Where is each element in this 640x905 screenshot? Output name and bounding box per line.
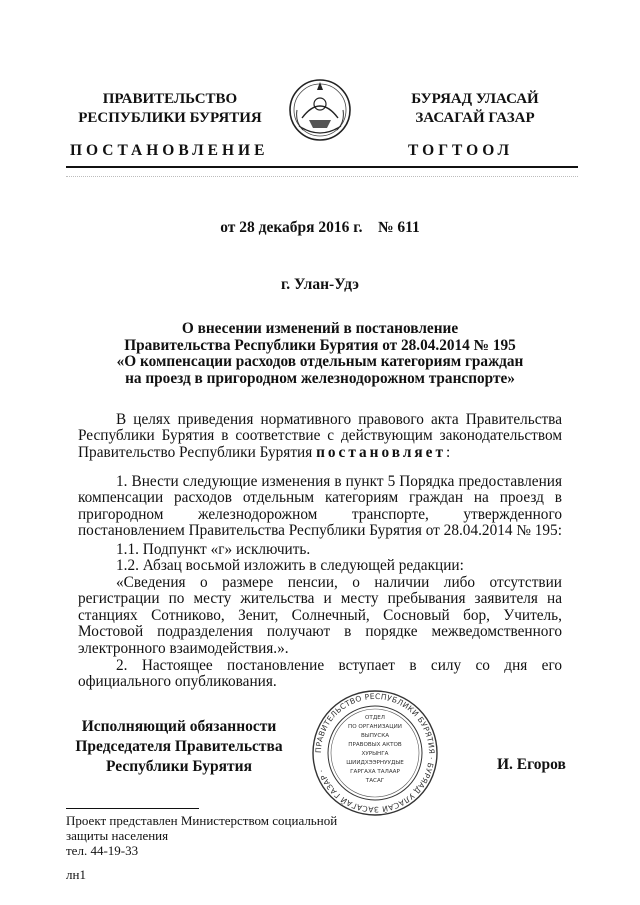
seal-line-4: ПРАВОВЫХ АКТОВ [348,742,402,748]
seal-line-3: ВЫПУСКА [360,733,390,739]
signatory-name: И. Егоров [497,756,566,773]
city: г. Улан-Удэ [280,276,359,293]
coat-of-arms-emblem [287,74,353,144]
title-line-3: «О компенсации расходов отдельным категориям граждан [116,353,524,370]
preamble-decree-word: постановляет [316,443,446,461]
doc-type-left: ПОСТАНОВЛЕНИЕ [70,142,269,159]
title-line-4: на проезд в пригородном железнодорожном транспорте» [125,369,515,387]
seal-line-5: ХУРЫНГА [361,751,389,757]
title-line-2: Правительства Республики Бурятия от 28.04.2014 № 195 [124,336,516,354]
date-number: от 28 декабря 2016 г. № 611 [220,219,420,236]
doc-type-right: ТОГТООЛ [408,142,514,159]
title-line-1: О внесении изменений в постановление [181,320,459,337]
seal-line-6: ШИИДХЭЭРНУУДЫЕ [346,760,404,766]
item-1-paragraph: 1. Внести следующие изменения в пункт 5 Порядка предоставления компенсации расходов отдельным категориям граждан на проезд в пригородном железнодорожном транспорте, утвержденного постановлением Правительства Республики Бурятия от 28.04.2014 № 195: [78,473,562,540]
preamble-colon: : [445,443,451,461]
seal-line-1: ОТДЕЛ [365,715,385,721]
footer-note [66,813,386,882]
seal-line-2: ПО ОРГАНИЗАЦИИ [348,724,402,730]
header-rule [66,166,578,168]
header-right-authority [380,90,570,128]
preamble-text: В целях приведения нормативного правового акта Правительства Республики Бурятия в соответствие с действующим законодательством Правительство Республики Бурятия [78,411,562,461]
footer-line-1: Проект представлен Министерством социальной [66,813,338,828]
footer-line-2: защиты населения [66,828,169,843]
item-1-2-paragraph: 1.2. Абзац восьмой изложить в следующей редакции: [116,557,464,574]
position-line-3: Республики Бурятия [106,758,252,775]
item-1-1-paragraph: 1.1. Подпункт «г» исключить. [116,541,311,558]
preamble-paragraph [78,412,562,461]
official-seal [310,688,440,818]
header-left-authority [70,90,270,128]
footer-code: лн1 [66,867,86,882]
signatory-position [66,717,292,777]
seal-line-8: ТАСАГ [365,778,385,784]
footer-line-3: тел. 44-19-33 [66,843,139,858]
header-left-line2: РЕСПУБЛИКИ БУРЯТИЯ [78,110,262,126]
header-left-line1: ПРАВИТЕЛЬСТВО [102,91,238,107]
item-1-2-text-paragraph: «Сведения о размере пенсии, о наличии либо отсутствии регистрации по месту жительства и месту пребывания заявителя на станциях Сотниково, Зенит, Солнечный, Сосновый бор, Учитель, Мостовой подразделения получают в порядке межведомственного электронного взаимодействия.». [78,574,562,657]
header-dotted-rule [66,176,578,177]
position-line-1: Исполняющий обязанности [81,718,277,735]
header-right-line2: ЗАСАГАЙ ГАЗАР [415,110,535,126]
item-2-paragraph: 2. Настоящее постановление вступает в силу со дня его официального опубликования. [78,657,562,691]
position-line-2: Председателя Правительства [75,738,283,755]
seal-line-7: ГАРГАХА ТАЛААР [350,769,400,775]
document-title [0,321,640,387]
footer-rule [66,808,199,809]
seal-center-text [338,714,412,786]
header-right-line1: БУРЯАД УЛАСАЙ [411,91,539,107]
seal-ring-text: ПРАВИТЕЛЬСТВО РЕСПУБЛИКИ БУРЯТИЯ · БУРЯАД УЛАСАЙ ЗАСАГАЙ ГАЗАР · [313,691,437,815]
